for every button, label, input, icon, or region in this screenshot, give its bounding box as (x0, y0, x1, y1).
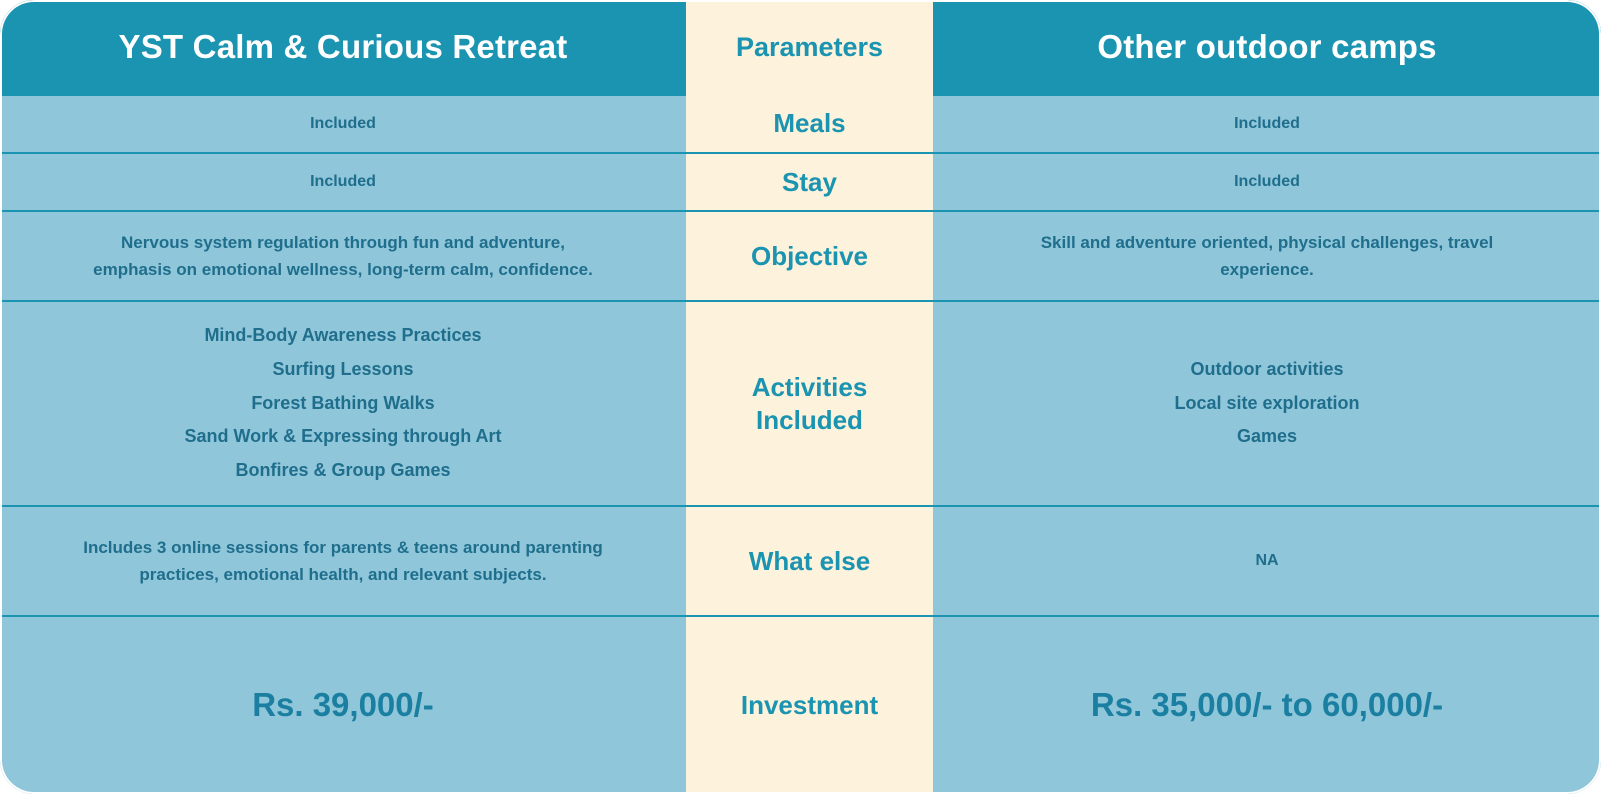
header-right-title: Other outdoor camps (933, 0, 1601, 94)
left-cell-line: Sand Work & Expressing through Art (184, 426, 502, 447)
right-cell-line: Local site exploration (1174, 392, 1360, 413)
right-cell-line: experience. (1220, 260, 1314, 279)
table-row (933, 615, 1601, 794)
table-row (933, 505, 1601, 615)
left-cell-line: practices, emotional health, and relevant subjects. (139, 565, 547, 584)
table-row (0, 94, 686, 152)
table-row (933, 210, 1601, 300)
header-parameters-title: Parameters (686, 0, 933, 94)
right-price-value: Rs. 35,000/- to 60,000/- (1090, 686, 1444, 724)
left-cell-line: Included (310, 115, 376, 133)
table-row (933, 300, 1601, 505)
left-cell-line: Includes 3 online sessions for parents & teens around parenting (83, 537, 603, 557)
parameter-label-objective: Objective (686, 210, 933, 300)
parameter-label-investment: Investment (686, 615, 933, 794)
left-cell-line: Forest Bathing Walks (251, 392, 435, 413)
table-row (0, 152, 686, 210)
table-row (0, 615, 686, 794)
header-left-title: YST Calm & Curious Retreat (0, 0, 686, 94)
table-row (0, 505, 686, 615)
left-cell-line: Nervous system regulation through fun and adventure, (121, 232, 565, 252)
parameter-label-stay: Stay (686, 152, 933, 210)
left-cell-line: Mind-Body Awareness Practices (204, 324, 482, 345)
parameter-label-meals: Meals (686, 94, 933, 152)
left-cell-line: Surfing Lessons (272, 358, 414, 379)
table-row (0, 210, 686, 300)
right-cell-line: Skill and adventure oriented, physical challenges, travel (1040, 232, 1494, 252)
table-row (0, 300, 686, 505)
right-cell-line: Games (1236, 426, 1298, 447)
table-row (933, 94, 1601, 152)
right-cell-line: Included (1234, 173, 1300, 191)
left-cell-line: Included (310, 173, 376, 191)
table-row (933, 152, 1601, 210)
parameter-label-activities-included: Activities Included (686, 300, 933, 505)
right-cell-line: Included (1234, 115, 1300, 133)
parameter-label-what-else: What else (686, 505, 933, 615)
right-cell-line: Outdoor activities (1190, 358, 1344, 379)
right-cell-line: NA (1255, 552, 1279, 570)
left-cell-line: Bonfires & Group Games (235, 460, 451, 481)
left-price-value: Rs. 39,000/- (252, 686, 434, 724)
left-cell-line: emphasis on emotional wellness, long-term calm, confidence. (93, 260, 593, 279)
